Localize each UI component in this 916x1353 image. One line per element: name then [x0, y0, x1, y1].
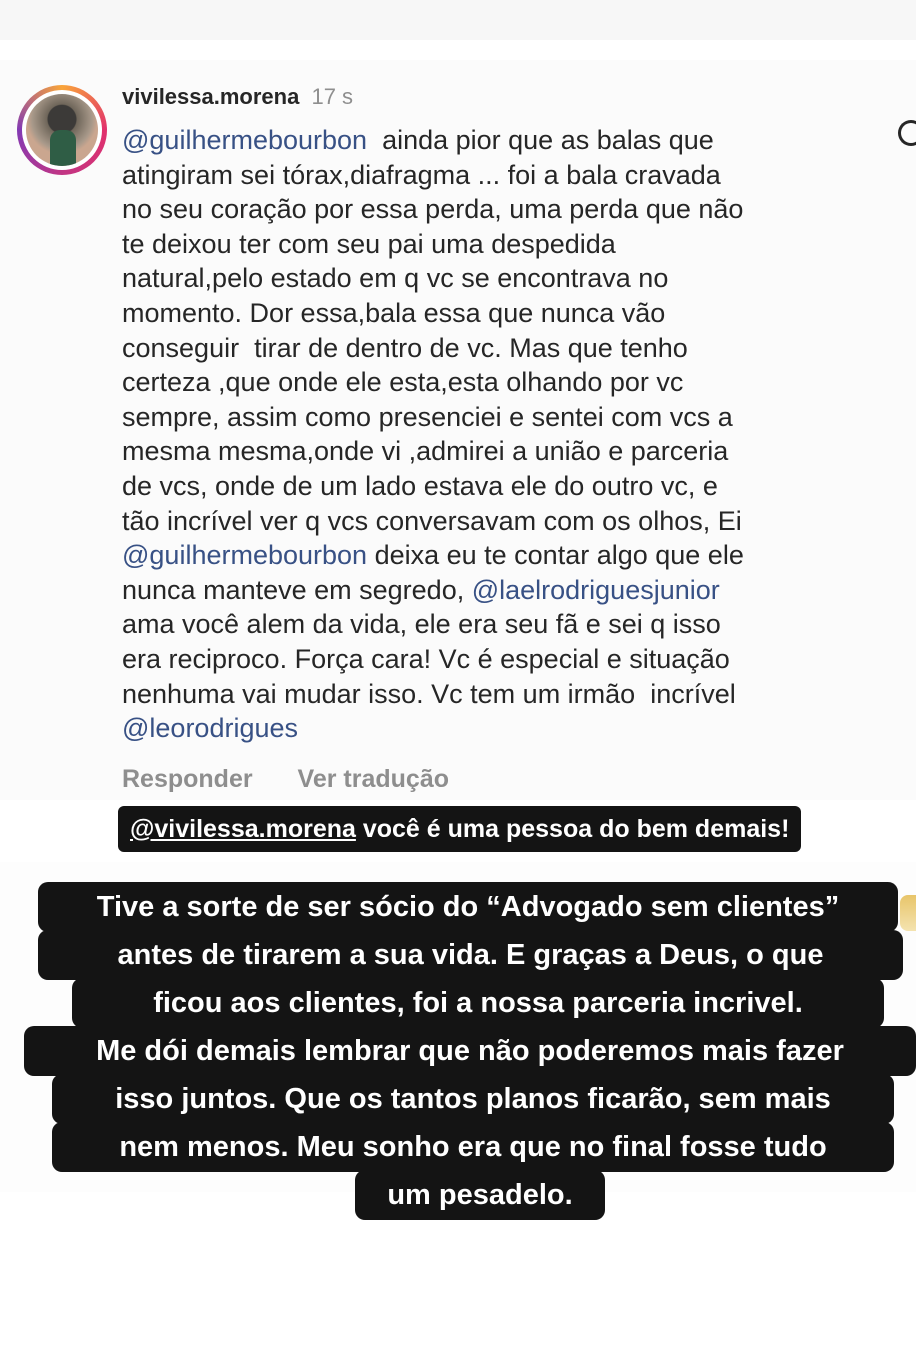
- comment-line: [122, 298, 665, 328]
- reply-button[interactable]: Responder: [122, 765, 253, 793]
- avatar: [22, 90, 102, 170]
- comment-line: [122, 194, 743, 224]
- story-caption-line-4: Me dói demais lembrar que não poderemos mais fazer: [24, 1026, 916, 1076]
- mention-link[interactable]: @guilhermebourbon: [122, 540, 368, 571]
- comment-text-segment: de vcs, onde de um lado estava ele do outro vc, e: [122, 470, 718, 501]
- comment-text-segment: tão incrível ver q vcs conversavam com os olhos, Ei: [122, 505, 742, 536]
- comment-text-segment: ainda pior que as balas que: [367, 125, 714, 155]
- comment-text: [122, 123, 862, 746]
- story-caption-line-5: isso juntos. Que os tantos planos ficarão, sem mais: [52, 1074, 894, 1124]
- comment-text-segment: deixa eu te contar algo que ele: [367, 540, 744, 571]
- avatar-story-ring[interactable]: [17, 85, 107, 175]
- comment-line: [122, 125, 714, 155]
- comment-text-segment: conseguir tirar de dentro de vc. Mas que tenho: [122, 332, 688, 363]
- comment-text-segment: mesma mesma,onde vi ,admirei a união e parceria: [122, 436, 729, 467]
- comment-line: [122, 575, 720, 605]
- story-caption-line-6: nem menos. Meu sonho era que no final fosse tudo: [52, 1122, 894, 1172]
- comment-username[interactable]: vivilessa.morena: [122, 84, 300, 109]
- see-translation-button[interactable]: Ver tradução: [297, 765, 449, 793]
- comment-line: [122, 402, 733, 432]
- avatar-photo: [26, 94, 98, 166]
- story-caption-line-7: um pesadelo.: [355, 1170, 605, 1220]
- mention-link[interactable]: @laelrodriguesjunior: [471, 574, 720, 605]
- avatar-figure: [50, 130, 76, 166]
- top-strip: [0, 0, 916, 40]
- story-caption-line-1: Tive a sorte de ser sócio do “Advogado sem clientes”: [38, 882, 898, 932]
- story-caption-line-3: ficou aos clientes, foi a nossa parceria incrivel.: [72, 978, 884, 1028]
- comment-line: [122, 333, 688, 363]
- caption-mention[interactable]: @vivilessa.morena: [130, 815, 356, 843]
- comment-text-segment: certeza ,que onde ele esta,esta olhando por vc: [122, 367, 684, 398]
- comment-text-segment: te deixou ter com seu pai uma despedida: [122, 228, 616, 259]
- comment-text-segment: nunca manteve em segredo,: [122, 574, 472, 605]
- comment-line: [122, 367, 683, 397]
- story-caption-reply: [118, 806, 801, 852]
- story-caption-line-2: antes de tirarem a sua vida. E graças a Deus, o que: [38, 930, 903, 980]
- mention-link[interactable]: @guilhermebourbon: [122, 125, 368, 155]
- comment-line: [122, 679, 736, 709]
- emoji-edge-fragment: [900, 895, 916, 931]
- comment-line: [122, 471, 718, 501]
- comment-line: [122, 540, 744, 570]
- comment-text-segment: era reciproco. Força cara! Vc é especial e situação: [122, 643, 730, 674]
- comment-line: [122, 263, 668, 293]
- comment-line: [122, 713, 298, 743]
- comment-text-segment: ama você alem da vida, ele era seu fã e sei q isso: [122, 609, 721, 640]
- comment-line: [122, 609, 721, 639]
- mention-link[interactable]: @leorodrigues: [122, 713, 299, 744]
- comment-text-segment: sempre, assim como presenciei e sentei com vcs a: [122, 401, 733, 432]
- comment-line: [122, 160, 721, 190]
- comment-timestamp: 17 s: [311, 84, 354, 109]
- comment-text-segment: natural,pelo estado em q vc se encontrava no: [122, 263, 669, 294]
- comment-line: [122, 436, 728, 466]
- caption-reply-text: você é uma pessoa do bem demais!: [355, 815, 790, 843]
- comment-actions: [122, 765, 487, 799]
- comment-text-segment: momento. Dor essa,bala essa que nunca vão: [122, 297, 666, 328]
- comment-header: [122, 84, 353, 114]
- comment-line: [122, 644, 730, 674]
- comment-text-segment: nenhuma vai mudar isso. Vc tem um irmão incrível: [122, 678, 736, 709]
- comment-text-segment: no seu coração por essa perda, uma perda que não: [122, 194, 744, 225]
- comment-line: [122, 506, 742, 536]
- comment-text-segment: atingiram sei tórax,diafragma ... foi a bala cravada: [122, 159, 721, 190]
- comment-line: [122, 229, 616, 259]
